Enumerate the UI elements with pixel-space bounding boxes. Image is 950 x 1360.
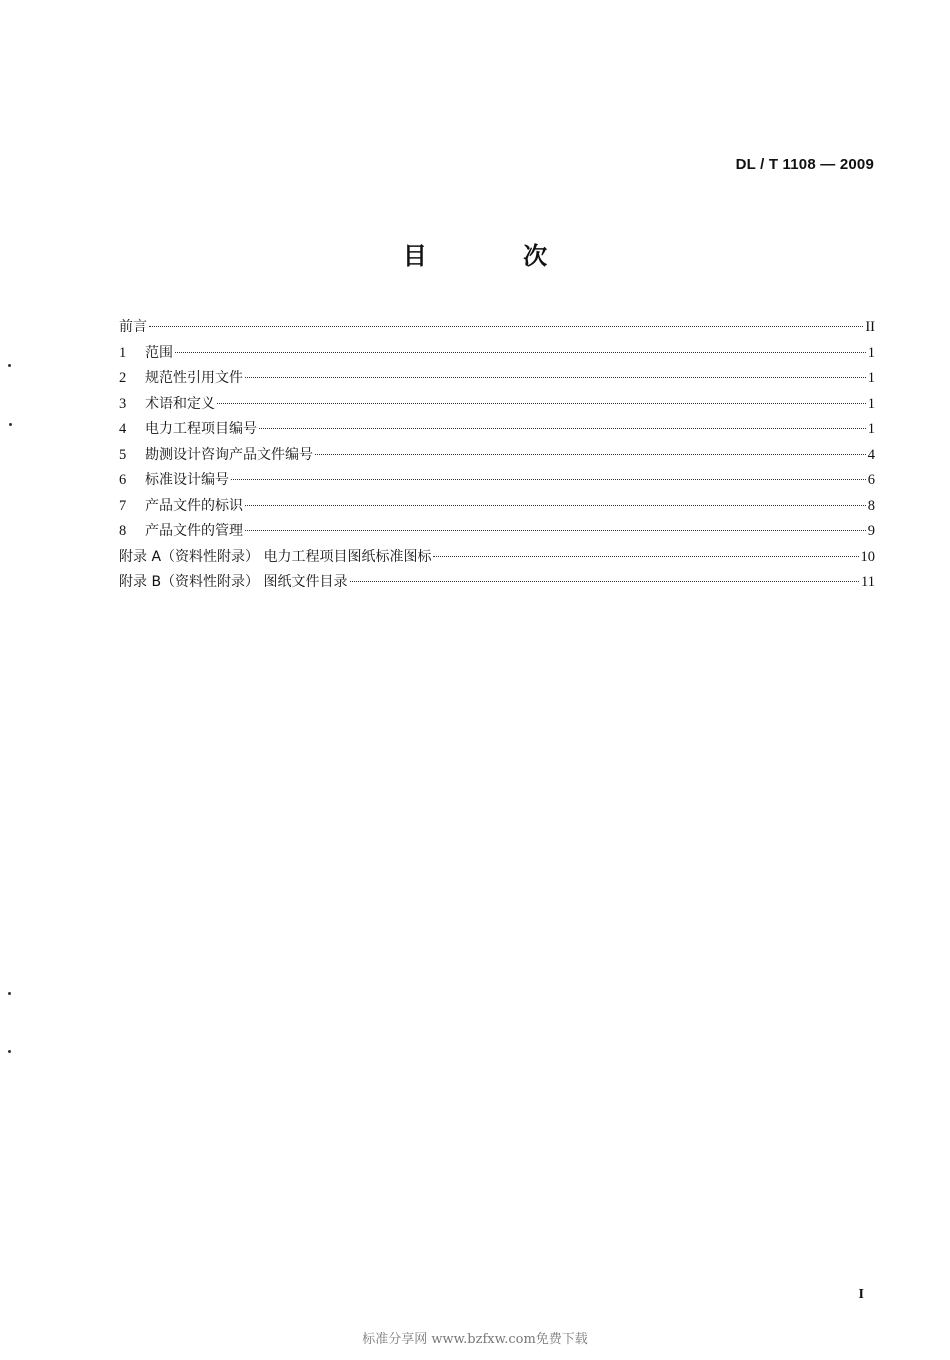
toc-entry-5[interactable] [119,444,875,470]
toc-entry-number: 8 [119,523,127,539]
scan-speck [8,364,11,367]
table-of-contents [119,316,875,597]
dot-leader [175,352,866,353]
toc-entry-1[interactable] [119,342,875,368]
toc-entry-label: 标准设计编号 [145,472,229,488]
scan-speck [8,1050,11,1053]
toc-entry-number: 5 [119,446,127,463]
toc-entry-6[interactable] [119,469,875,495]
dot-leader [350,581,860,582]
toc-entry-page: 1 [867,421,875,437]
toc-entry-page: 6 [867,472,875,488]
toc-entry-number: 1 [119,344,127,361]
toc-entry-page: 4 [867,446,875,463]
footer-watermark: 标准分享网 www.bzfxw.com免费下载 [362,1332,588,1347]
dot-leader [149,326,863,327]
toc-entry-label: 规范性引用文件 [145,370,243,386]
toc-entry-label: 勘测设计咨询产品文件编号 [145,446,313,463]
toc-entry-number: 4 [119,421,127,437]
page-number: I [858,1287,864,1302]
toc-entry-appendix-a[interactable] [119,546,875,572]
toc-entry-page: 1 [867,395,875,412]
toc-entry-appendix-b[interactable] [119,571,875,597]
toc-entry-page: 1 [867,344,875,361]
toc-entry-label: 产品文件的标识 [145,497,243,514]
toc-entry-number: 2 [119,370,127,386]
dot-leader [259,428,866,429]
toc-entry-2[interactable] [119,367,875,393]
toc-entry-page: 1 [867,370,875,386]
toc-entry-label: 附录 A（资料性附录） 电力工程项目图纸标准图标 [119,548,432,565]
toc-entry-label: 产品文件的管理 [145,523,243,539]
scan-speck [9,423,12,426]
toc-entry-page: 8 [867,497,875,514]
toc-entry-page: 10 [860,548,875,565]
dot-leader [245,377,866,378]
standard-code: DL / T 1108 — 2009 [735,156,874,173]
toc-entry-4[interactable] [119,418,875,444]
dot-leader [231,479,866,480]
toc-entry-label: 范围 [145,344,173,361]
toc-entry-label: 附录 B（资料性附录） 图纸文件目录 [119,574,348,590]
toc-entry-page: II [865,319,875,335]
dot-leader [245,505,866,506]
dot-leader [433,556,858,557]
toc-entry-number: 6 [119,472,127,488]
toc-entry-8[interactable] [119,520,875,546]
dot-leader [315,454,866,455]
toc-entry-7[interactable] [119,495,875,521]
toc-entry-foreword[interactable] [119,316,875,342]
dot-leader [245,530,866,531]
toc-entry-page: 11 [861,574,875,590]
page-title: 目 次 [402,242,592,270]
toc-entry-label: 电力工程项目编号 [145,421,257,437]
dot-leader [217,403,866,404]
toc-entry-number: 7 [119,497,127,514]
toc-entry-3[interactable] [119,393,875,419]
toc-entry-label: 前言 [119,319,147,335]
scan-speck [8,992,11,995]
toc-entry-page: 9 [867,523,875,539]
toc-entry-number: 3 [119,395,127,412]
toc-entry-label: 术语和定义 [145,395,215,412]
